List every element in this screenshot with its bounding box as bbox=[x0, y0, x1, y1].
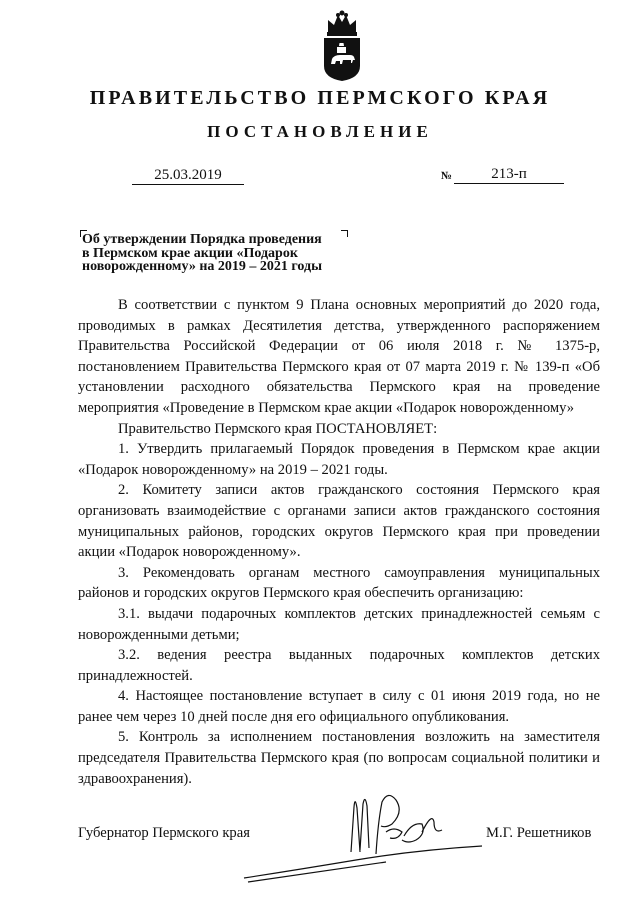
document-subject bbox=[82, 233, 382, 274]
body-paragraph: 4. Настоящее постановление вступает в силу с 01 июня 2019 года, но не ранее чем через 10 дней после дня его официального опубликования. bbox=[78, 688, 600, 725]
body-paragraph: 3. Рекомендовать органам местного самоуправления муниципальных районов и городских округов Пермского края обеспечить организацию: bbox=[78, 564, 600, 602]
body-paragraph: 2. Комитету записи актов гражданского состояния Пермского края организовать взаимодействие с органами записи актов гражданского состояния муниципальных районов, городских округов Пермского края при проведении акции «Подарок новорожденному». bbox=[78, 482, 600, 561]
government-title: ПРАВИТЕЛЬСТВО ПЕРМСКОГО КРАЯ bbox=[89, 87, 551, 109]
number-label: № bbox=[441, 170, 453, 182]
document-type: ПОСТАНОВЛЕНИЕ bbox=[207, 122, 433, 141]
subject-line: в Пермском крае акции «Подарок bbox=[82, 245, 298, 261]
document-body bbox=[78, 295, 600, 789]
document-number: 213-п bbox=[454, 166, 564, 184]
body-paragraph: 3.1. выдачи подарочных комплектов детских принадлежностей семьям с новорожденными детьми; bbox=[78, 605, 600, 643]
signatory-position: Губернатор Пермского края bbox=[78, 825, 250, 841]
body-paragraph: Правительство Пермского края ПОСТАНОВЛЯЕТ: bbox=[118, 420, 438, 437]
body-paragraph: В соответствии с пунктом 9 Плана основных мероприятий до 2020 года, проводимых в рамках Десятилетия детства, утвержденного распоряжением Правительства Российской Федерации от 06 июля 2018 г. № 1375-р, постановлением Правительства Пермского края от 07 марта 2019 г. № 139-п «Об установлении расходного обязательства Пермского края на проведение мероприятия «Проведение в Пермском крае акции «Подарок новорожденному» bbox=[78, 297, 600, 416]
signatory-name: М.Г. Решетников bbox=[486, 825, 592, 841]
body-paragraph: 1. Утвердить прилагаемый Порядок проведения в Пермском крае акции «Подарок новорожденному» на 2019 – 2021 годы. bbox=[78, 441, 600, 478]
body-paragraph: 3.2. ведения реестра выданных подарочных комплектов детских принадлежностей. bbox=[78, 647, 600, 684]
document-date: 25.03.2019 bbox=[132, 167, 244, 185]
coat-of-arms-emblem bbox=[318, 10, 366, 82]
subject-line: новорожденному» на 2019 – 2021 годы bbox=[82, 259, 323, 274]
subject-line: Об утверждении Порядка проведения bbox=[82, 232, 322, 247]
body-paragraph: 5. Контроль за исполнением постановления возложить на заместителя председателя Правительства Пермского края (по вопросам социальной политики и здравоохранения). bbox=[78, 729, 600, 787]
handwritten-signature bbox=[236, 782, 486, 892]
